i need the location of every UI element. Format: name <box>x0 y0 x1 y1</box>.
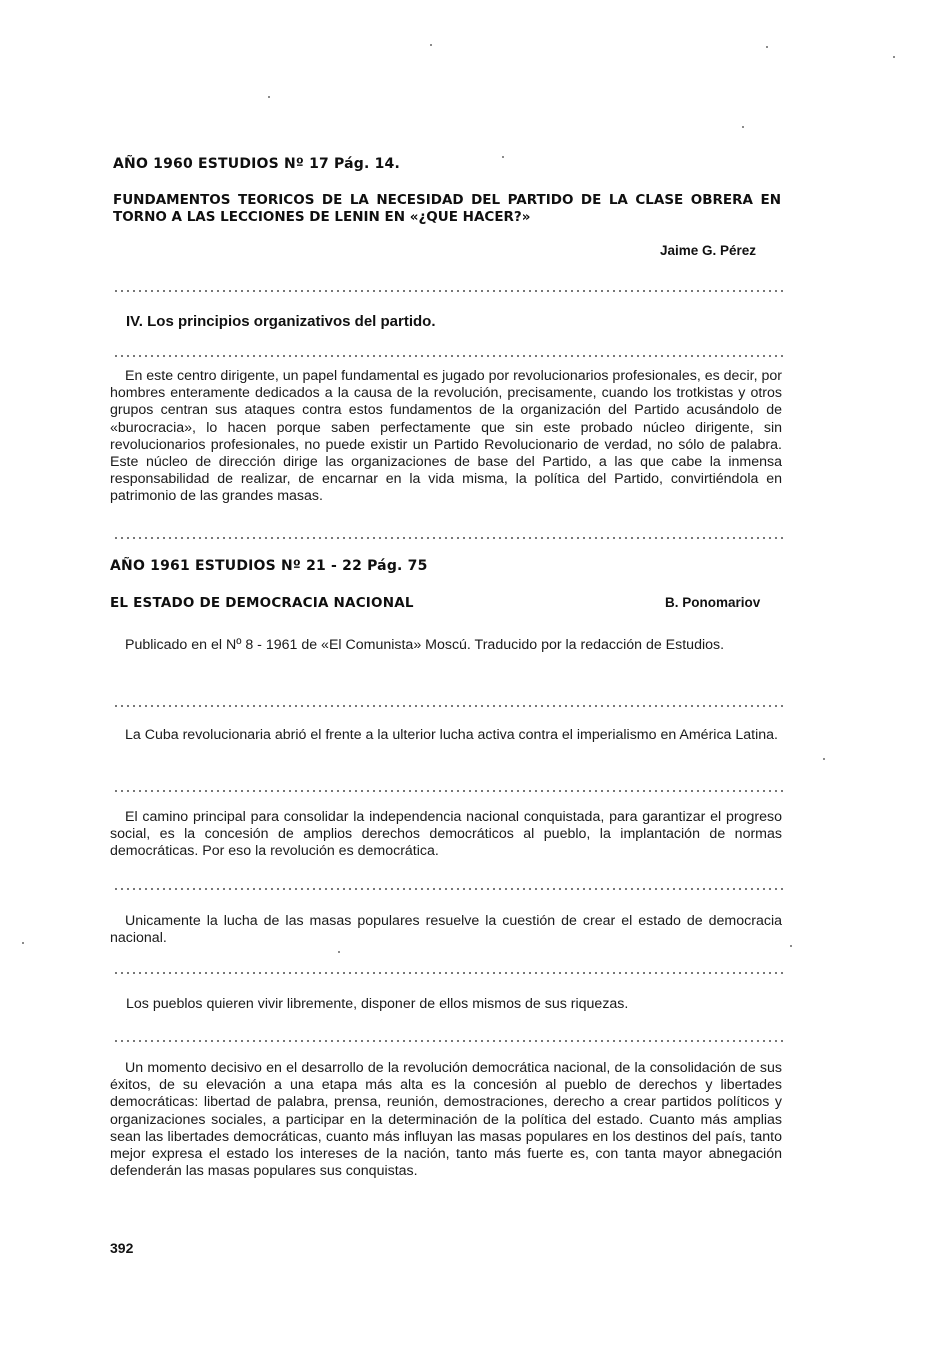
scan-speck <box>268 96 270 98</box>
article2-paragraph-2: La Cuba revolucionaria abrió el frente a la ulterior lucha activa contra el imperialismo en América Latina. <box>125 727 778 743</box>
article1-header: AÑO 1960 ESTUDIOS Nº 17 Pág. 14. <box>113 156 401 172</box>
dotted-separator <box>113 290 783 292</box>
article2-header: AÑO 1961 ESTUDIOS Nº 21 - 22 Pág. 75 <box>110 558 428 574</box>
dotted-separator <box>113 355 783 357</box>
scan-speck <box>823 758 825 760</box>
article1-title: FUNDAMENTOS TEORICOS DE LA NECESIDAD DEL PARTIDO DE LA CLASE OBRERA EN TORNO A LAS LECCIONES DE LENIN EN «¿QUE HACER?» <box>113 192 781 225</box>
dotted-separator <box>113 705 783 707</box>
scan-speck <box>338 951 340 953</box>
dotted-separator <box>113 972 783 974</box>
article2-author: B. Ponomariov <box>665 595 761 610</box>
article2-paragraph-3: El camino principal para consolidar la independencia nacional conquistada, para garantizar el progreso social, es la concesión de amplios derechos democráticos al pueblo, la implantación de normas democráticas. Por eso la revolución es democrática. <box>110 809 782 860</box>
scan-speck <box>790 945 792 947</box>
article2-paragraph-5: Los pueblos quieren vivir libremente, disponer de ellos mismos de sus riquezas. <box>126 996 629 1012</box>
scan-speck <box>766 46 768 48</box>
page-number: 392 <box>110 1240 134 1256</box>
article2-paragraph-1: Publicado en el Nº 8 - 1961 de «El Comunista» Moscú. Traducido por la redacción de Estudios. <box>125 637 725 653</box>
article2-title: EL ESTADO DE DEMOCRACIA NACIONAL <box>110 595 414 611</box>
scan-speck <box>742 126 744 128</box>
scan-speck <box>502 156 504 158</box>
article1-author: Jaime G. Pérez <box>660 243 757 258</box>
dotted-separator <box>113 1040 783 1042</box>
scan-speck <box>22 942 24 944</box>
scan-speck <box>893 56 895 58</box>
dotted-separator <box>113 537 783 539</box>
article1-paragraph: En este centro dirigente, un papel fundamental es jugado por revolucionarios profesionales, es decir, por hombres enteramente dedicados a la causa de la revolución, precisamente, cuando los trotkistas y otros grupos centran sus ataques contra estos fundamentos de la organización del Partido acusándolo de «burocracia», lo hacen porque saben perfectamente que sin este probado núcleo dirigente, sin revolucionarios profesionales, no puede existir un Partido Revolucionario de verdad, no sólo de palabra. Este núcleo de dirección dirige las organizaciones de base del Partido, a las que cabe la inmensa responsabilidad de realizar, de encarnar en la vida misma, la política del Partido, convirtiéndola en patrimonio de las grandes masas. <box>110 368 782 505</box>
dotted-separator <box>113 888 783 890</box>
article2-paragraph-6: Un momento decisivo en el desarrollo de la revolución democrática nacional, de la consolidación de sus éxitos, de su elevación a una etapa más alta es la concesión al pueblo de derechos y libertades democráticas: libertad de palabra, prensa, reunión, demostraciones, derecho a crear partidos políticos y organizaciones sociales, a participar en la determinación de la política del estado. Cuanto más amplias sean las libertades democráticas, cuanto más influyan las masas populares en los destinos del país, tanto mejor expresa el estado los intereses de la nación, tanto más fuerte es, con tanta mayor abnegación defenderán las masas populares sus conquistas. <box>110 1060 782 1180</box>
dotted-separator <box>113 790 783 792</box>
scan-speck <box>430 44 432 46</box>
article1-section-heading: IV. Los principios organizativos del partido. <box>126 313 436 330</box>
article2-paragraph-4: Unicamente la lucha de las masas populares resuelve la cuestión de crear el estado de democracia nacional. <box>110 913 782 947</box>
